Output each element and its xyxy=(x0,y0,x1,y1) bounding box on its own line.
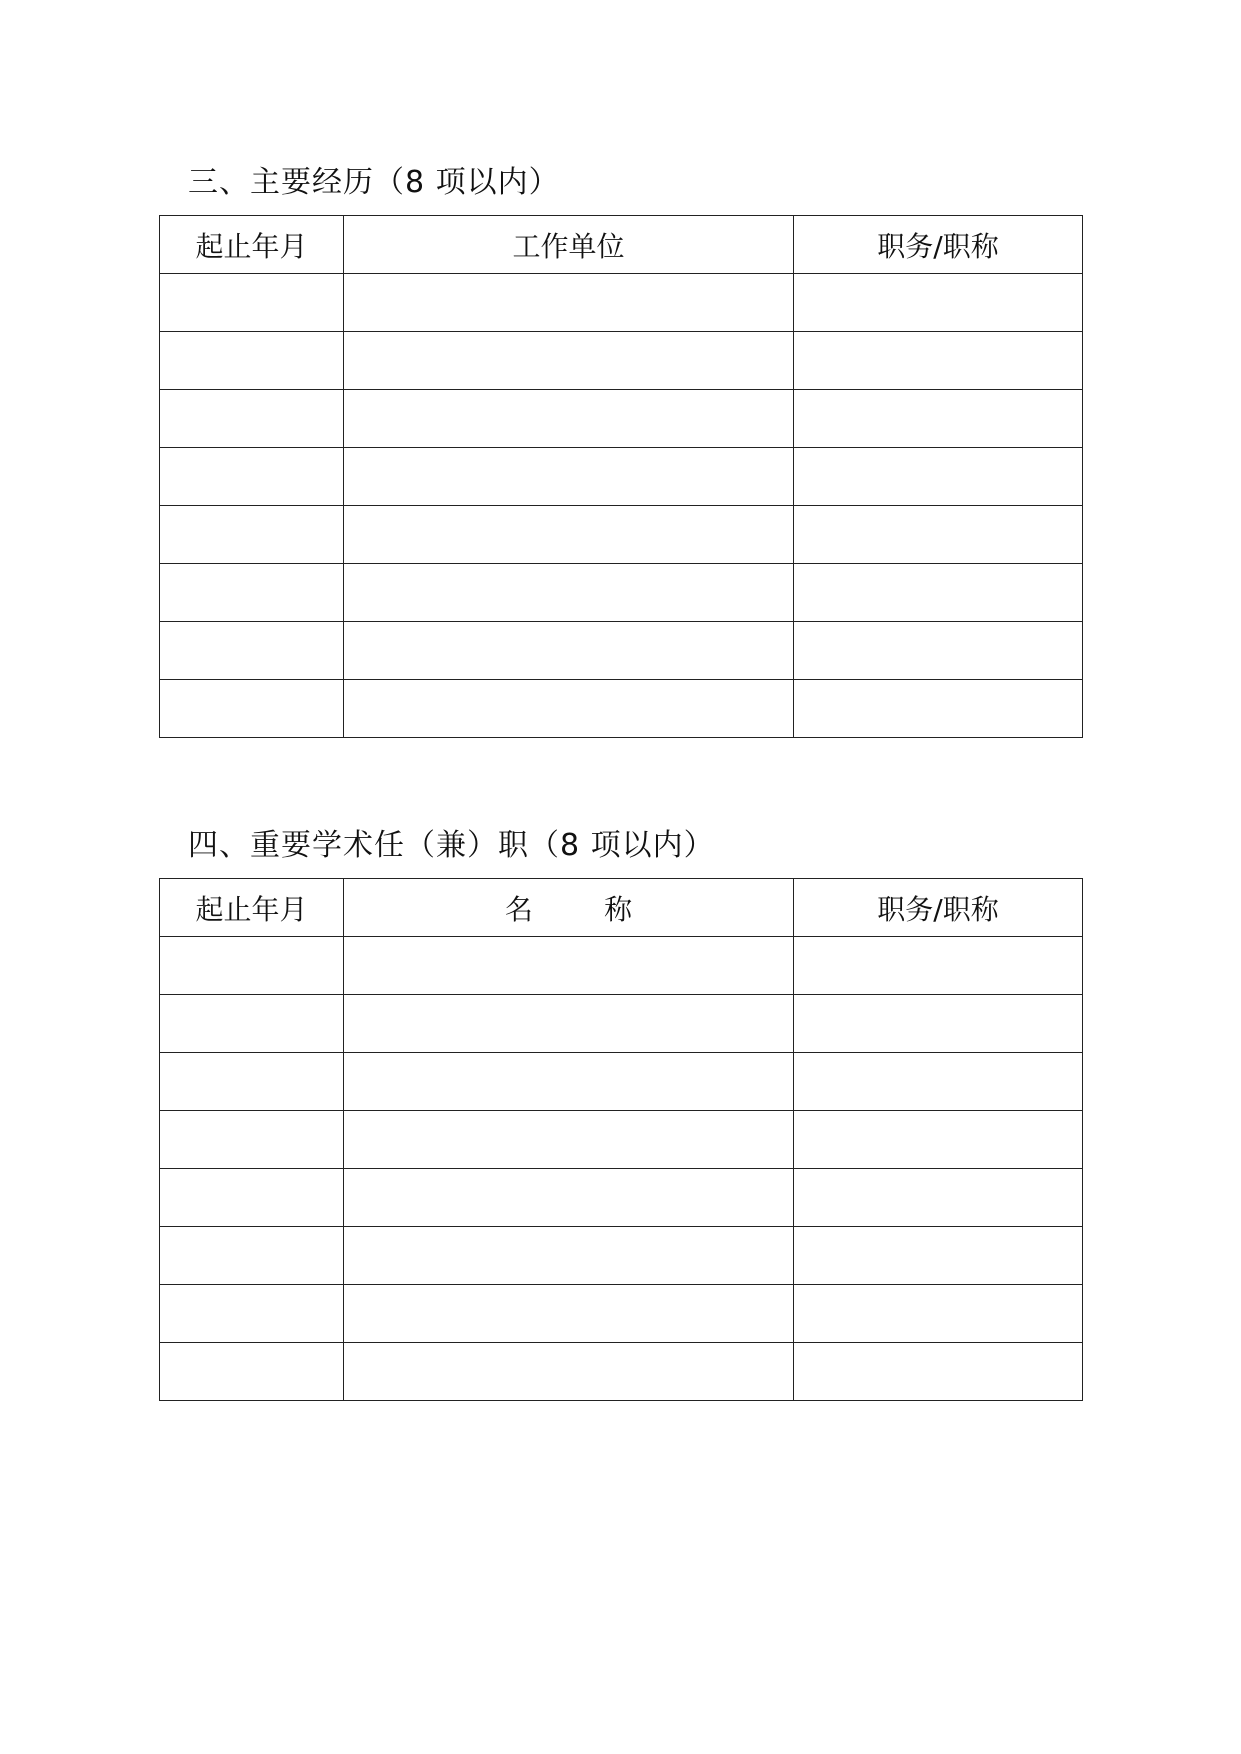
cell-position[interactable] xyxy=(794,1285,1083,1343)
cell-period[interactable] xyxy=(160,1227,344,1285)
cell-period[interactable] xyxy=(160,564,344,622)
table-row xyxy=(160,937,1083,995)
cell-employer[interactable] xyxy=(344,448,794,506)
cell-position[interactable] xyxy=(794,1343,1083,1401)
table-row xyxy=(160,332,1083,390)
cell-position[interactable] xyxy=(794,1227,1083,1285)
table-row xyxy=(160,1169,1083,1227)
cell-position[interactable] xyxy=(794,680,1083,738)
cell-employer[interactable] xyxy=(344,680,794,738)
cell-position[interactable] xyxy=(794,995,1083,1053)
cell-period[interactable] xyxy=(160,274,344,332)
cell-name[interactable] xyxy=(344,937,794,995)
cell-name[interactable] xyxy=(344,1053,794,1111)
cell-employer[interactable] xyxy=(344,506,794,564)
cell-period[interactable] xyxy=(160,680,344,738)
cell-position[interactable] xyxy=(794,1111,1083,1169)
table-row xyxy=(160,390,1083,448)
cell-position[interactable] xyxy=(794,390,1083,448)
academic-posts-table xyxy=(159,878,1083,1401)
cell-name[interactable] xyxy=(344,995,794,1053)
table-row xyxy=(160,1285,1083,1343)
table-header-row xyxy=(160,879,1083,937)
column-header-employer: 工作单位 xyxy=(344,216,794,274)
cell-position[interactable] xyxy=(794,622,1083,680)
column-header-position: 职务/职称 xyxy=(794,216,1083,274)
cell-position[interactable] xyxy=(794,506,1083,564)
cell-employer[interactable] xyxy=(344,390,794,448)
table-row xyxy=(160,622,1083,680)
cell-period[interactable] xyxy=(160,390,344,448)
cell-position[interactable] xyxy=(794,274,1083,332)
table-row xyxy=(160,1227,1083,1285)
cell-period[interactable] xyxy=(160,1285,344,1343)
table-row xyxy=(160,1053,1083,1111)
cell-period[interactable] xyxy=(160,937,344,995)
cell-name[interactable] xyxy=(344,1227,794,1285)
cell-employer[interactable] xyxy=(344,274,794,332)
column-header-position: 职务/职称 xyxy=(794,879,1083,937)
table-row xyxy=(160,274,1083,332)
cell-period[interactable] xyxy=(160,1343,344,1401)
table-row xyxy=(160,995,1083,1053)
column-header-period: 起止年月 xyxy=(160,216,344,274)
column-header-period: 起止年月 xyxy=(160,879,344,937)
cell-period[interactable] xyxy=(160,1111,344,1169)
cell-position[interactable] xyxy=(794,1169,1083,1227)
table-row xyxy=(160,448,1083,506)
section-title-experience: 三、主要经历（8 项以内） xyxy=(188,165,560,200)
cell-period[interactable] xyxy=(160,448,344,506)
table-row xyxy=(160,506,1083,564)
cell-name[interactable] xyxy=(344,1169,794,1227)
cell-period[interactable] xyxy=(160,332,344,390)
column-header-name: 名 称 xyxy=(344,879,794,937)
cell-employer[interactable] xyxy=(344,332,794,390)
cell-position[interactable] xyxy=(794,1053,1083,1111)
cell-period[interactable] xyxy=(160,622,344,680)
cell-period[interactable] xyxy=(160,1169,344,1227)
table-row xyxy=(160,1111,1083,1169)
cell-employer[interactable] xyxy=(344,622,794,680)
cell-name[interactable] xyxy=(344,1343,794,1401)
table-row xyxy=(160,680,1083,738)
cell-period[interactable] xyxy=(160,1053,344,1111)
cell-position[interactable] xyxy=(794,564,1083,622)
experience-table xyxy=(159,215,1083,738)
cell-position[interactable] xyxy=(794,448,1083,506)
cell-position[interactable] xyxy=(794,332,1083,390)
table-header-row xyxy=(160,216,1083,274)
cell-position[interactable] xyxy=(794,937,1083,995)
cell-name[interactable] xyxy=(344,1285,794,1343)
cell-period[interactable] xyxy=(160,995,344,1053)
section-title-academic-posts: 四、重要学术任（兼）职（8 项以内） xyxy=(188,828,715,863)
cell-name[interactable] xyxy=(344,1111,794,1169)
table-row xyxy=(160,1343,1083,1401)
cell-employer[interactable] xyxy=(344,564,794,622)
table-row xyxy=(160,564,1083,622)
cell-period[interactable] xyxy=(160,506,344,564)
